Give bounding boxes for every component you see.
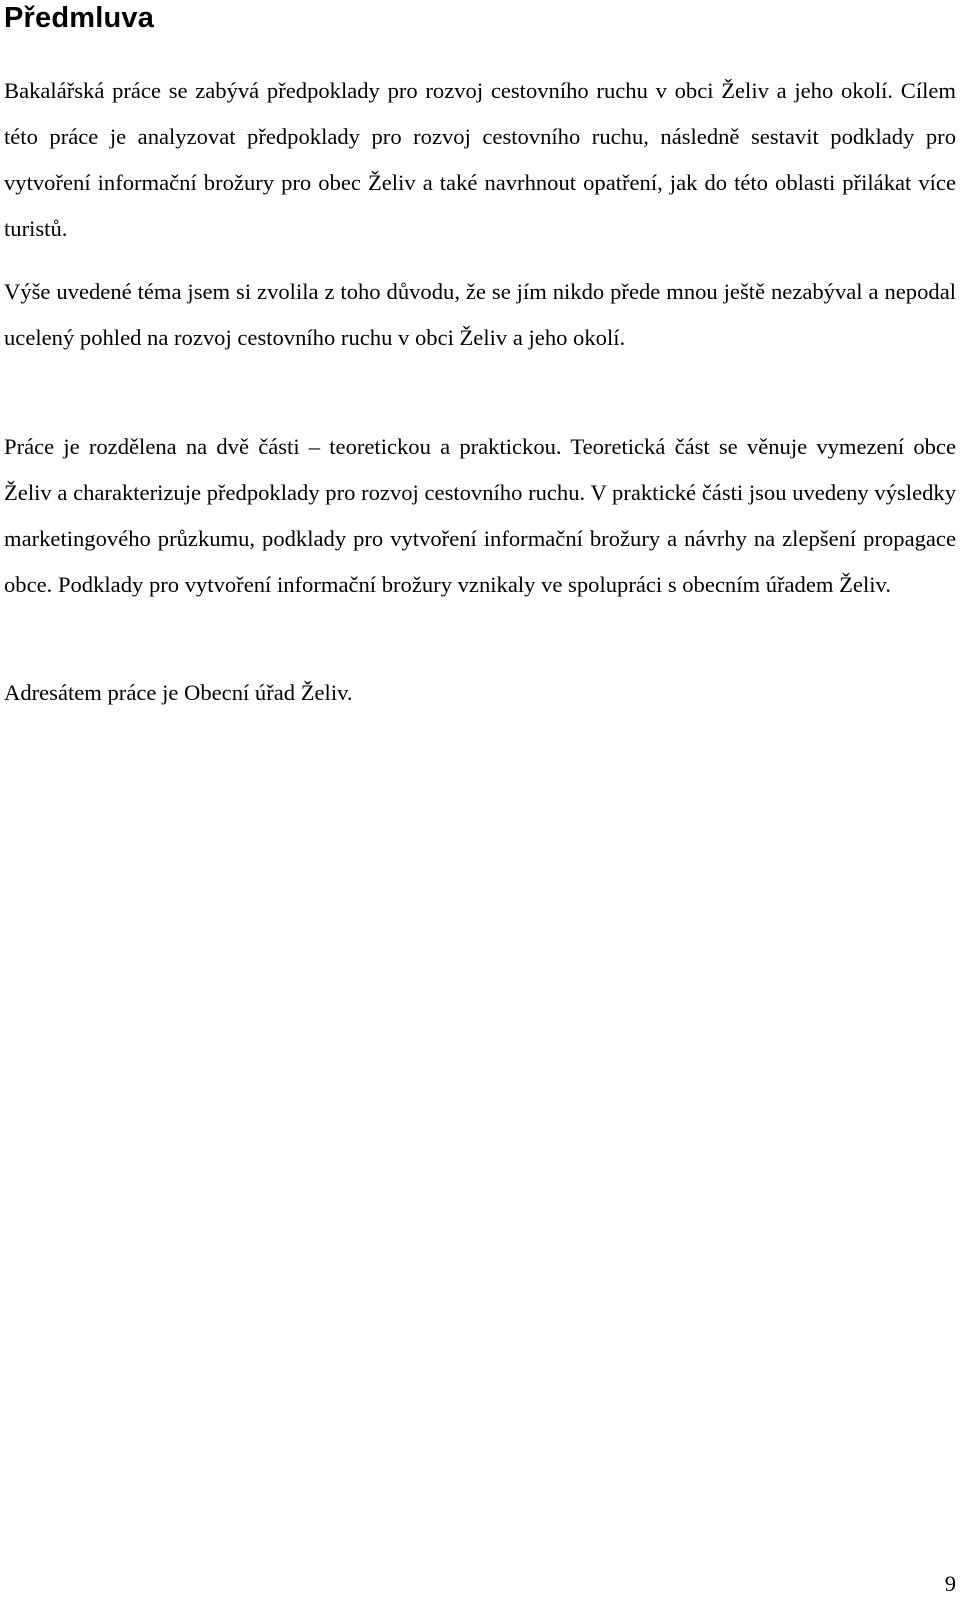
paragraph-addressee: Adresátem práce je Obecní úřad Želiv.	[4, 680, 353, 705]
paragraph-structure: Práce je rozdělena na dvě části – teoretickou a praktickou. Teoretická část se věnuje vymezení obce Želiv a charakterizuje předpoklady pro rozvoj cestovního ruchu. V praktické části jsou uvedeny výsledky marketingového průzkumu, podklady pro vytvoření informační brožury a návrhy na zlepšení propagace obce. Podklady pro vytvoření informační brožury vznikaly ve spolupráci s obecním úřadem Želiv.	[4, 434, 956, 597]
paragraph-topic-choice: Výše uvedené téma jsem si zvolila z toho důvodu, že se jím nikdo přede mnou ještě nezabýval a nepodal ucelený pohled na rozvoj cestovního ruchu v obci Želiv a jeho okolí.	[4, 279, 956, 350]
page-number: 9	[944, 1571, 956, 1596]
page-title: Předmluva	[4, 2, 155, 34]
paragraph-intro: Bakalářská práce se zabývá předpoklady pro rozvoj cestovního ruchu v obci Želiv a jeho okolí. Cílem této práce je analyzovat předpoklady pro rozvoj cestovního ruchu, následně sestavit podklady pro vytvoření informační brožury pro obec Želiv a také navrhnout opatření, jak do této oblasti přilákat více turistů.	[4, 78, 956, 241]
